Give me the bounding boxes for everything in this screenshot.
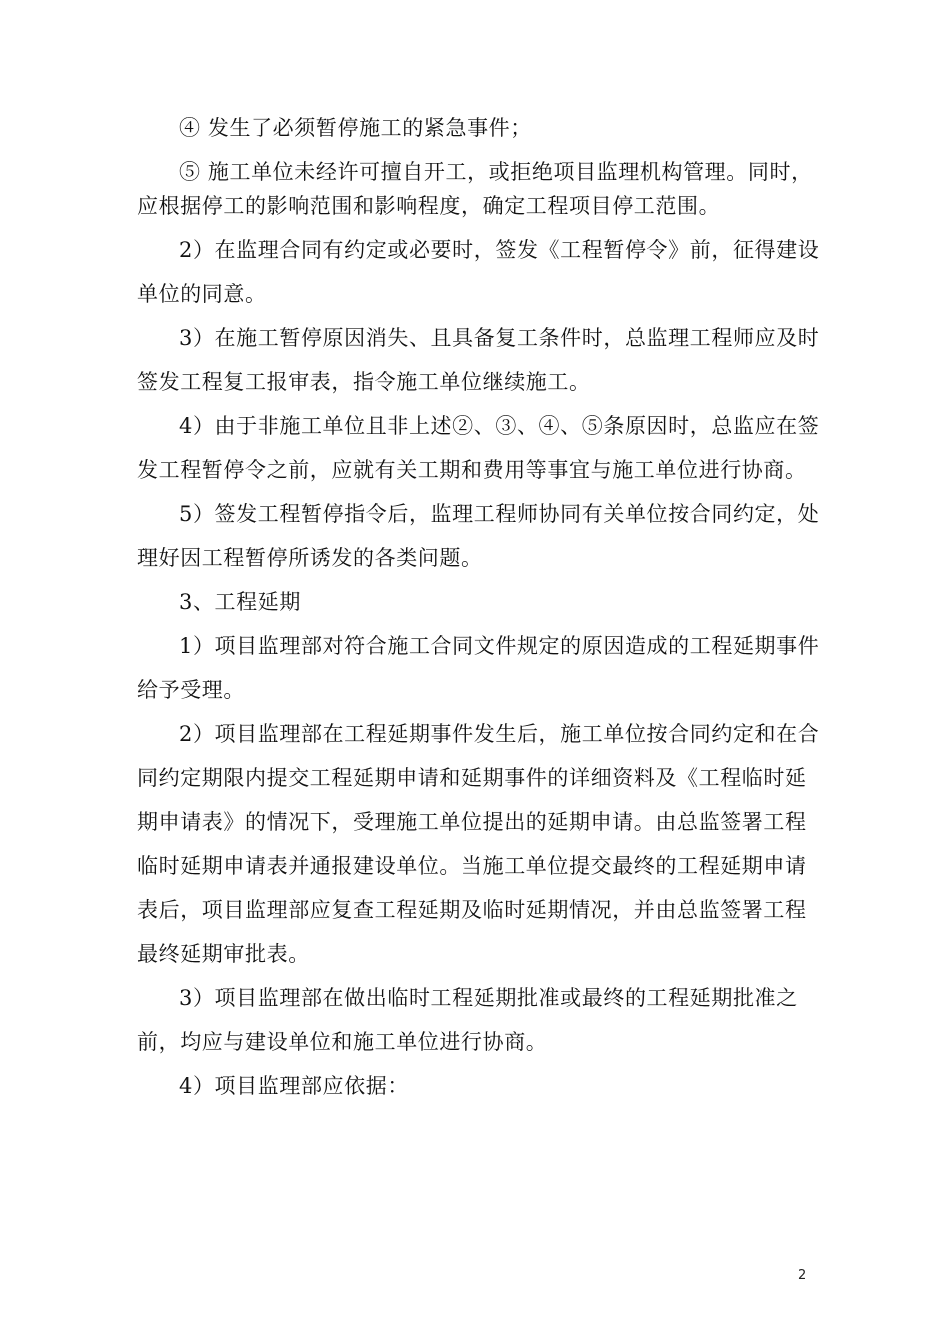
paragraph-point-4: 4）由于非施工单位且非上述②、③、④、⑤条原因时，总监应在签发工程暂停令之前，应就有关工期和费用等事宜与施工单位进行协商。 bbox=[137, 414, 820, 482]
page-number: 2 bbox=[798, 1268, 807, 1283]
paragraph-extension-3: 3）项目监理部在做出临时工程延期批准或最终的工程延期批准之前，均应与建设单位和施工单位进行协商。 bbox=[137, 986, 798, 1054]
paragraph-extension-1: 1）项目监理部对符合施工合同文件规定的原因造成的工程延期事件给予受理。 bbox=[137, 634, 820, 702]
paragraph-stop-scope: 应根据停工的影响范围和影响程度，确定工程项目停工范围。 bbox=[137, 194, 721, 218]
paragraph-item-4: ④ 发生了必须暂停施工的紧急事件； bbox=[179, 116, 532, 140]
paragraph-item-5: ⑤ 施工单位未经许可擅自开工，或拒绝项目监理机构管理。同时， bbox=[179, 160, 813, 184]
paragraph-point-5: 5）签发工程暂停指令后，监理工程师协同有关单位按合同约定，处理好因工程暂停所诱发的各类问题。 bbox=[137, 502, 820, 570]
paragraph-extension-4: 4）项目监理部应依据： bbox=[179, 1074, 409, 1098]
paragraph-point-2: 2）在监理合同有约定或必要时，签发《工程暂停令》前，征得建设单位的同意。 bbox=[137, 238, 820, 306]
paragraph-point-3: 3）在施工暂停原因消失、且具备复工条件时，总监理工程师应及时签发工程复工报审表，指令施工单位继续施工。 bbox=[137, 326, 820, 394]
section-heading-extension: 3、工程延期 bbox=[179, 590, 301, 614]
body-text bbox=[137, 106, 827, 1108]
paragraph-extension-2: 2）项目监理部在工程延期事件发生后，施工单位按合同约定和在合同约定期限内提交工程延期申请和延期事件的详细资料及《工程临时延期申请表》的情况下，受理施工单位提出的延期申请。由总监签署工程临时延期申请表并通报建设单位。当施工单位提交最终的工程延期申请表后，项目监理部应复查工程延期及临时延期情况，并由总监签署工程最终延期审批表。 bbox=[137, 722, 820, 966]
